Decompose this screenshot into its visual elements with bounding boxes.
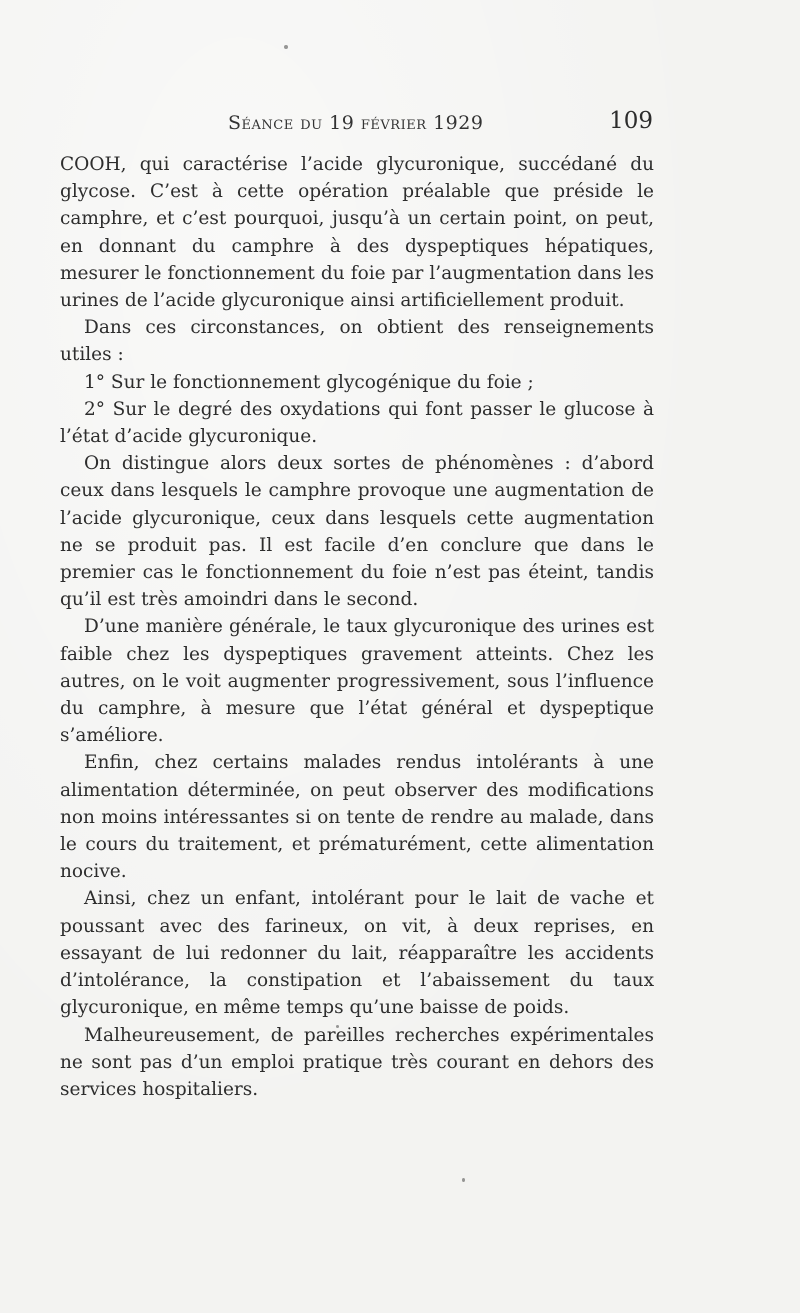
running-title-seance: Séance du xyxy=(228,112,323,134)
running-title-year: 1929 xyxy=(433,112,484,134)
running-title-day: 19 xyxy=(329,112,355,134)
page-number: 109 xyxy=(609,108,653,134)
running-title-month: février xyxy=(360,112,427,134)
running-title xyxy=(228,112,483,134)
speck xyxy=(284,45,288,49)
paragraph-9: Malheureusement, de pareilles recherches expérimentales ne sont pas d’un emploi pratique très courant en dehors des services hospitaliers. xyxy=(60,1024,654,1100)
paragraph-7: Enfin, chez certains malades rendus intolérants à une alimentation déterminée, on peut observer des modifications non moins intéressantes si on tente de rendre au malade, dans le cours du traitement, et prématurément, cette alimentation nocive. xyxy=(60,752,654,883)
paragraph-6: D’une manière générale, le taux glycuronique des urines est faible chez les dyspeptiques gravement atteints. Chez les autres, on le voit augmenter progressivement, sous l’influence du camphre, à mesure que l’état général et dyspeptique s’améliore. xyxy=(60,616,654,747)
paragraph-1: COOH, qui caractérise l’acide glycuronique, succédané du glycose. C’est à cette opération préalable que préside le camphre, et c’est pourquoi, jusqu’à un certain point, on peut, en donnant du camphre à des dyspeptiques hépatiques, mesurer le fonctionnement du foie par l’augmentation dans les urines de l’acide glycuronique ainsi artificiellement produit. xyxy=(60,154,654,312)
paragraph-4-list-item-2: 2° Sur le degré des oxydations qui font passer le glucose à l’état d’acide glycuronique. xyxy=(60,398,654,448)
paragraph-8: Ainsi, chez un enfant, intolérant pour le lait de vache et poussant avec des farineux, on vit, à deux reprises, en essayant de lui redonner du lait, réapparaître les accidents d’intolérance, la constipation et l’abaissement du taux glycuronique, en même temps qu’une baisse de poids. xyxy=(60,888,654,1019)
paragraph-5: On distingue alors deux sortes de phénomènes : d’abord ceux dans lesquels le camphre provoque une augmentation de l’acide glycuronique, ceux dans lesquels cette augmentation ne se produit pas. Il est facile d’en conclure que dans le premier cas le fonctionnement du foie n’est pas éteint, tandis qu’il est très amoindri dans le second. xyxy=(60,453,654,611)
running-header xyxy=(60,108,655,140)
paragraph-3-list-item-1: 1° Sur le fonctionnement glycogénique du foie ; xyxy=(84,371,534,393)
paragraph-2: Dans ces circonstances, on obtient des renseignements utiles : xyxy=(60,317,654,366)
body-text xyxy=(60,151,654,1103)
speck xyxy=(462,1178,465,1182)
